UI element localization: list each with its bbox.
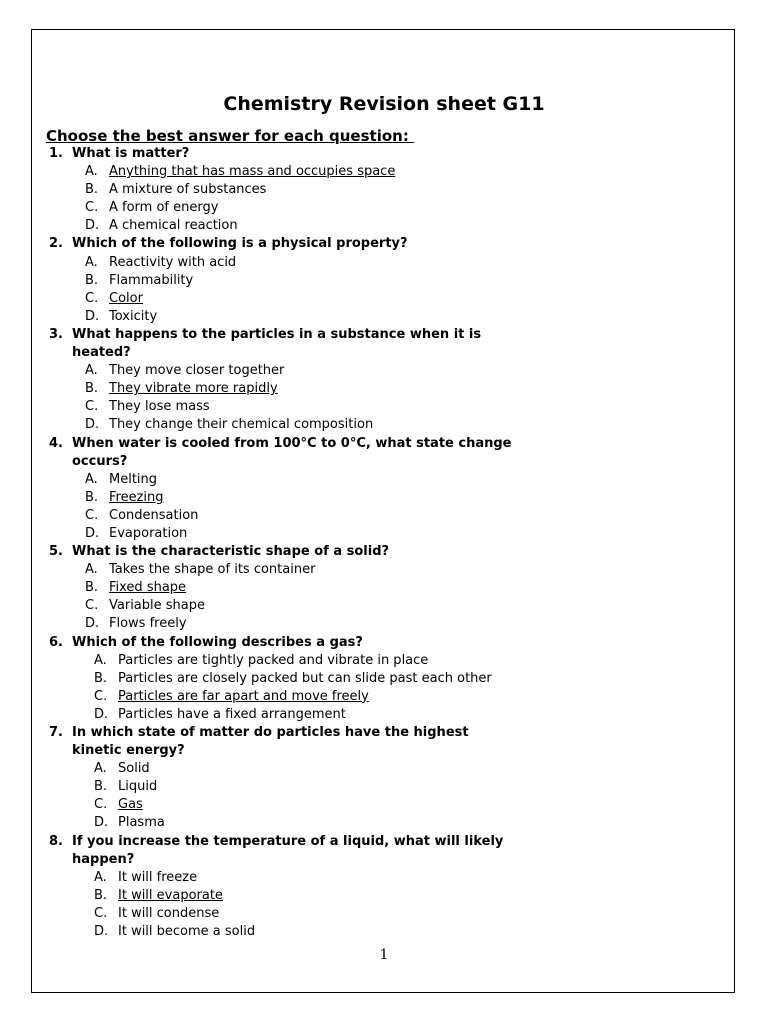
option-text-correct: Anything that has mass and occupies space (109, 164, 396, 180)
answer-option (0, 489, 768, 507)
option-letter: D. (85, 616, 100, 632)
answer-option (0, 923, 768, 941)
answer-option (0, 380, 768, 398)
option-letter: A. (94, 652, 107, 668)
option-text-correct: Color (109, 290, 143, 306)
option-text-correct: It will evaporate (118, 887, 223, 903)
option-letter: A. (85, 471, 98, 487)
option-text-correct: Gas (118, 797, 143, 813)
option-letter: A. (94, 761, 107, 777)
option-letter: B. (85, 381, 99, 397)
option-text: Melting (109, 471, 158, 487)
question-number: 1. (49, 146, 63, 161)
option-text: Evaporation (109, 525, 188, 541)
question-text: What happens to the particles in a substance when it is heated? (72, 326, 482, 361)
answer-option (0, 525, 768, 543)
question-list (0, 145, 768, 941)
option-letter: B. (85, 489, 99, 505)
question-text: In which state of matter do particles have the highest kinetic energy? (72, 725, 469, 759)
question-number: 6. (49, 634, 63, 650)
answer-option (0, 163, 768, 181)
answer-option (0, 778, 768, 796)
option-text: They move closer together (109, 363, 285, 379)
question-number: 5. (49, 544, 63, 560)
option-text: A form of energy (109, 200, 219, 216)
answer-option (0, 507, 768, 525)
answer-option (0, 290, 768, 308)
answer-option (0, 905, 768, 923)
option-letter: A. (85, 562, 98, 578)
option-letter: D. (85, 308, 100, 324)
option-text: Particles are closely packed but can slide past each other (118, 670, 492, 686)
document-title: Chemistry Revision sheet G11 (223, 93, 545, 115)
option-text-correct: Fixed shape (109, 580, 187, 596)
answer-option (0, 416, 768, 434)
option-letter: C. (85, 507, 99, 523)
option-letter: B. (94, 779, 108, 795)
question-4 (0, 435, 768, 471)
answer-option (0, 652, 768, 670)
question-1 (0, 145, 768, 163)
instruction-heading: Choose the best answer for each question: (46, 127, 415, 145)
option-letter: D. (85, 417, 100, 433)
question-8 (0, 833, 768, 869)
question-text: What is matter? (72, 146, 190, 161)
option-letter: C. (94, 688, 108, 704)
option-letter: B. (94, 670, 108, 686)
option-letter: B. (85, 182, 99, 198)
answer-option (0, 706, 768, 724)
option-text: It will become a solid (118, 924, 256, 940)
option-letter: C. (85, 290, 99, 306)
answer-option (0, 869, 768, 887)
option-text: Variable shape (109, 598, 205, 614)
question-number: 3. (49, 326, 63, 342)
question-2 (0, 235, 768, 253)
answer-option (0, 561, 768, 579)
answer-option (0, 597, 768, 615)
option-text: They change their chemical composition (109, 417, 374, 433)
answer-option (0, 272, 768, 290)
answer-option (0, 181, 768, 199)
answer-option (0, 814, 768, 832)
question-7 (0, 724, 768, 760)
option-letter: D. (94, 706, 109, 722)
option-text: It will condense (118, 905, 220, 921)
answer-option (0, 362, 768, 380)
option-letter: C. (85, 399, 99, 415)
answer-option (0, 308, 768, 326)
question-text: When water is cooled from 100°C to 0°C, what state change occurs? (72, 435, 512, 469)
question-number: 2. (49, 236, 63, 252)
option-letter: A. (85, 254, 98, 270)
option-letter: A. (85, 363, 98, 379)
answer-option (0, 471, 768, 489)
option-text: Toxicity (109, 308, 158, 324)
option-letter: B. (85, 272, 99, 288)
option-letter: C. (85, 200, 99, 216)
option-letter: D. (94, 815, 109, 831)
option-letter: B. (85, 580, 99, 596)
answer-option (0, 796, 768, 814)
answer-option (0, 579, 768, 597)
option-text: They lose mass (109, 399, 210, 415)
option-text: Flammability (109, 272, 194, 288)
option-text: Condensation (109, 507, 199, 523)
page-number: 1 (379, 947, 389, 963)
option-text: Plasma (118, 815, 165, 831)
option-text: Flows freely (109, 616, 187, 632)
question-text: If you increase the temperature of a liquid, what will likely happen? (72, 833, 504, 867)
option-text: It will freeze (118, 869, 198, 885)
question-5 (0, 543, 768, 561)
answer-option (0, 670, 768, 688)
question-text: What is the characteristic shape of a solid? (72, 544, 390, 560)
option-text: A mixture of substances (109, 182, 267, 198)
question-number: 8. (49, 833, 63, 849)
option-letter: B. (94, 887, 108, 903)
question-text: Which of the following is a physical property? (72, 236, 408, 252)
answer-option (0, 398, 768, 416)
answer-option (0, 199, 768, 217)
option-letter: A. (94, 869, 107, 885)
answer-option (0, 688, 768, 706)
option-text: Particles are tightly packed and vibrate in place (118, 652, 429, 668)
option-letter: C. (85, 598, 99, 614)
question-text: Which of the following describes a gas? (72, 634, 363, 650)
option-text: A chemical reaction (109, 218, 238, 234)
question-number: 7. (49, 725, 63, 740)
option-letter: D. (85, 218, 100, 234)
question-3 (0, 326, 768, 362)
option-text: Takes the shape of its container (109, 562, 316, 578)
option-text-correct: They vibrate more rapidly (109, 381, 278, 397)
option-text: Particles have a fixed arrangement (118, 706, 346, 722)
option-text-correct: Freezing (109, 489, 164, 505)
option-text: Liquid (118, 779, 158, 795)
answer-option (0, 254, 768, 272)
option-letter: D. (94, 924, 109, 940)
answer-option (0, 760, 768, 778)
answer-option (0, 615, 768, 633)
option-letter: C. (94, 797, 108, 813)
question-6 (0, 634, 768, 652)
answer-option (0, 887, 768, 905)
question-number: 4. (49, 435, 63, 451)
option-text-correct: Particles are far apart and move freely (118, 688, 369, 704)
option-letter: A. (85, 164, 98, 180)
option-letter: D. (85, 525, 100, 541)
option-letter: C. (94, 905, 108, 921)
option-text: Reactivity with acid (109, 254, 237, 270)
option-text: Solid (118, 761, 150, 777)
answer-option (0, 217, 768, 235)
